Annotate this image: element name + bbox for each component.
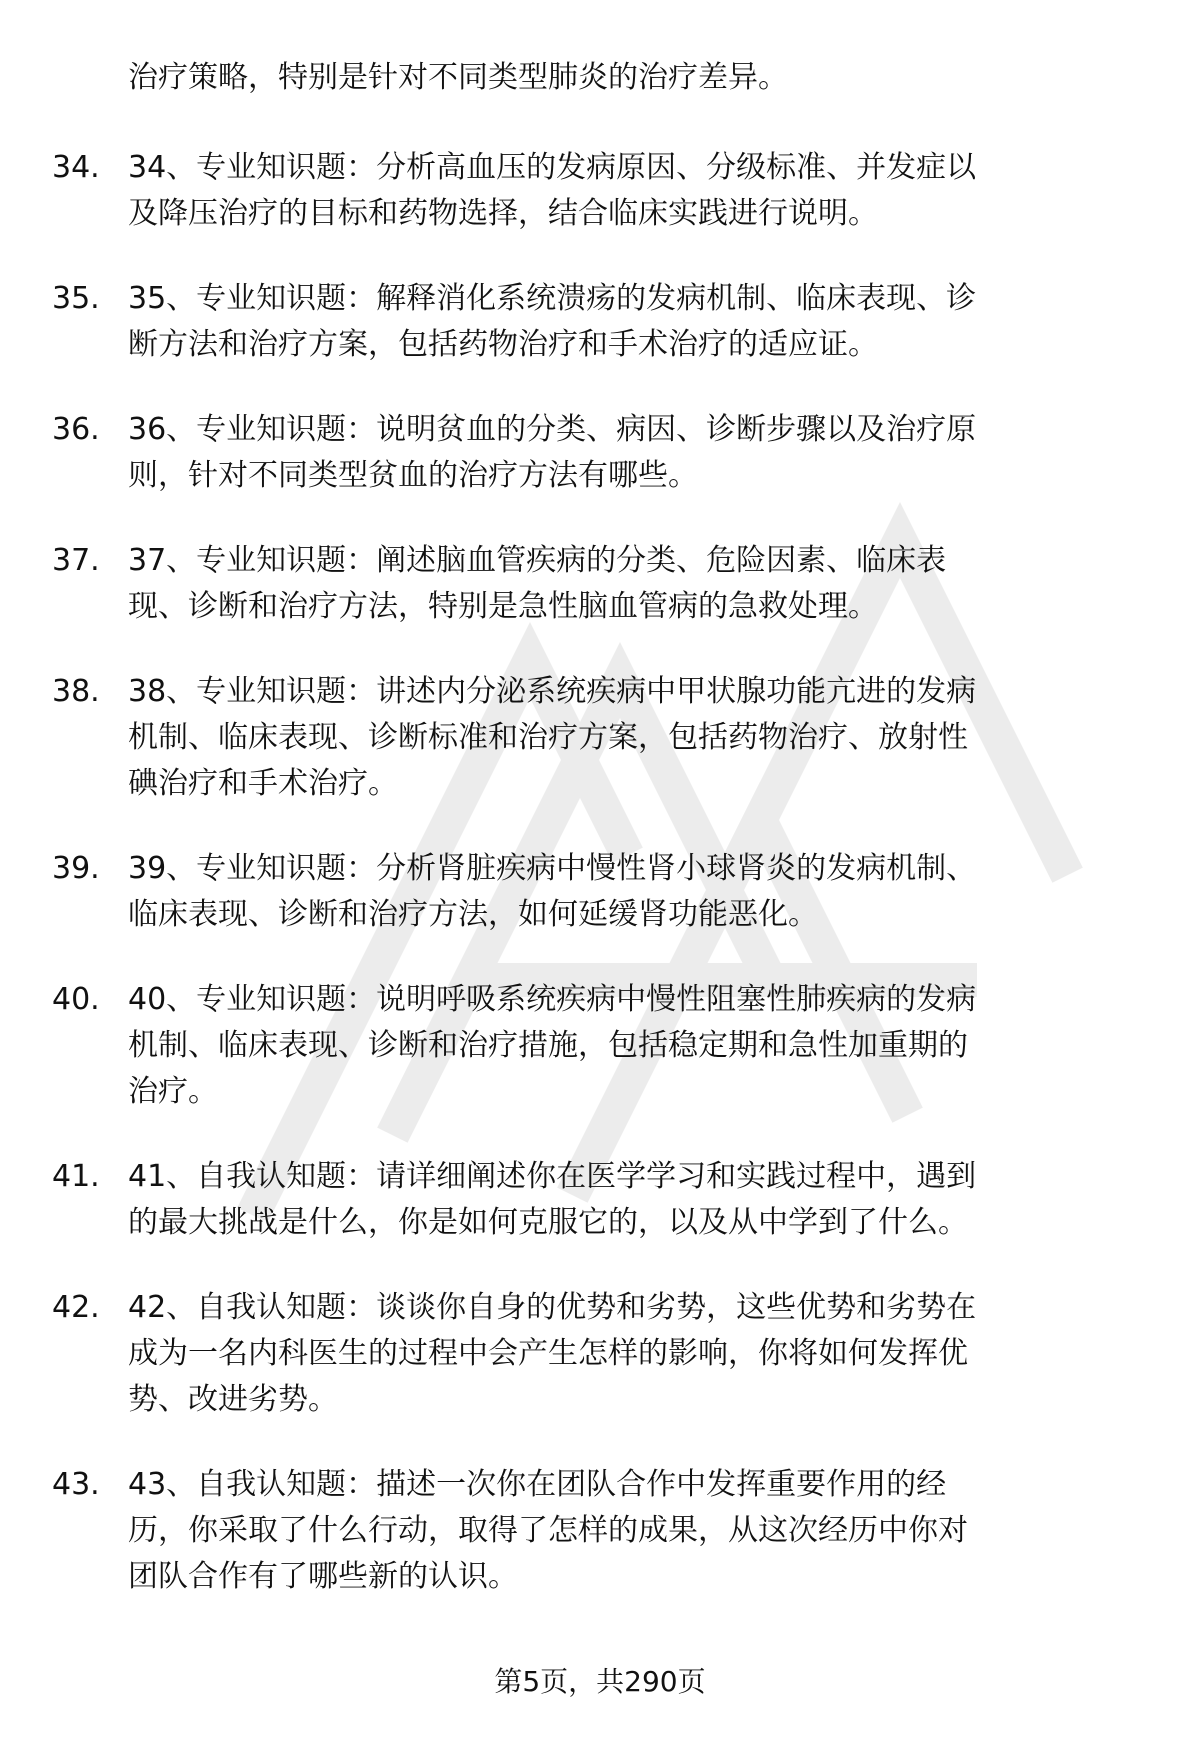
list-item-text (128, 145, 1148, 237)
text-line: 成为一名内科医生的过程中会产生怎样的影响，你将如何发挥优 (128, 1336, 968, 1371)
list-item-number: 40. (52, 982, 100, 1017)
list-item-number: 41. (52, 1159, 100, 1194)
list-item-text (128, 1462, 1148, 1600)
text-line: 及降压治疗的目标和药物选择，结合临床实践进行说明。 (128, 196, 878, 231)
text-line: 临床表现、诊断和治疗方法，如何延缓肾功能恶化。 (128, 897, 818, 932)
list-item-number: 42. (52, 1290, 100, 1325)
text-line: 35、专业知识题：解释消化系统溃疡的发病机制、临床表现、诊 (128, 281, 977, 316)
text-line: 治疗。 (128, 1074, 218, 1109)
list-item-text (128, 276, 1148, 368)
list-item-number: 43. (52, 1467, 100, 1502)
page-footer: 第5页，共290页 (494, 1665, 706, 1698)
text-line: 断方法和治疗方案，包括药物治疗和手术治疗的适应证。 (128, 327, 878, 362)
text-line: 40、专业知识题：说明呼吸系统疾病中慢性阻塞性肺疾病的发病 (128, 982, 977, 1017)
text-line: 39、专业知识题：分析肾脏疾病中慢性肾小球肾炎的发病机制、 (128, 851, 977, 886)
text-line: 机制、临床表现、诊断标准和治疗方案，包括药物治疗、放射性 (128, 720, 968, 755)
text-line: 36、专业知识题：说明贫血的分类、病因、诊断步骤以及治疗原 (128, 412, 977, 447)
list-item-number: 39. (52, 851, 100, 886)
list-item-number: 36. (52, 412, 100, 447)
text-line: 现、诊断和治疗方法，特别是急性脑血管病的急救处理。 (128, 589, 878, 624)
list-item-number: 38. (52, 674, 100, 709)
list-item-text (128, 1285, 1148, 1423)
text-line: 37、专业知识题：阐述脑血管疾病的分类、危险因素、临床表 (128, 543, 947, 578)
list-item-number: 37. (52, 543, 100, 578)
list-item-text (128, 1154, 1148, 1246)
list-item-text (128, 407, 1148, 499)
text-line: 机制、临床表现、诊断和治疗措施，包括稳定期和急性加重期的 (128, 1028, 968, 1063)
list-item-text (128, 977, 1148, 1115)
list-item-text (128, 669, 1148, 807)
text-line: 43、自我认知题：描述一次你在团队合作中发挥重要作用的经 (128, 1467, 947, 1502)
text-line: 历，你采取了什么行动，取得了怎样的成果，从这次经历中你对 (128, 1513, 968, 1548)
text-line: 41、自我认知题：请详细阐述你在医学学习和实践过程中，遇到 (128, 1159, 977, 1194)
continuation-line: 治疗策略，特别是针对不同类型肺炎的治疗差异。 (128, 60, 788, 95)
text-line: 42、自我认知题：谈谈你自身的优势和劣势，这些优势和劣势在 (128, 1290, 977, 1325)
list-item-number: 35. (52, 281, 100, 316)
list-item-number: 34. (52, 150, 100, 185)
text-line: 团队合作有了哪些新的认识。 (128, 1559, 518, 1594)
text-line: 的最大挑战是什么，你是如何克服它的，以及从中学到了什么。 (128, 1205, 968, 1240)
text-line: 34、专业知识题：分析高血压的发病原因、分级标准、并发症以 (128, 150, 977, 185)
list-item-text (128, 846, 1148, 938)
text-line: 碘治疗和手术治疗。 (128, 766, 398, 801)
text-line: 势、改进劣势。 (128, 1382, 338, 1417)
text-line: 则，针对不同类型贫血的治疗方法有哪些。 (128, 458, 698, 493)
text-line: 38、专业知识题：讲述内分泌系统疾病中甲状腺功能亢进的发病 (128, 674, 977, 709)
list-item-text (128, 538, 1148, 630)
